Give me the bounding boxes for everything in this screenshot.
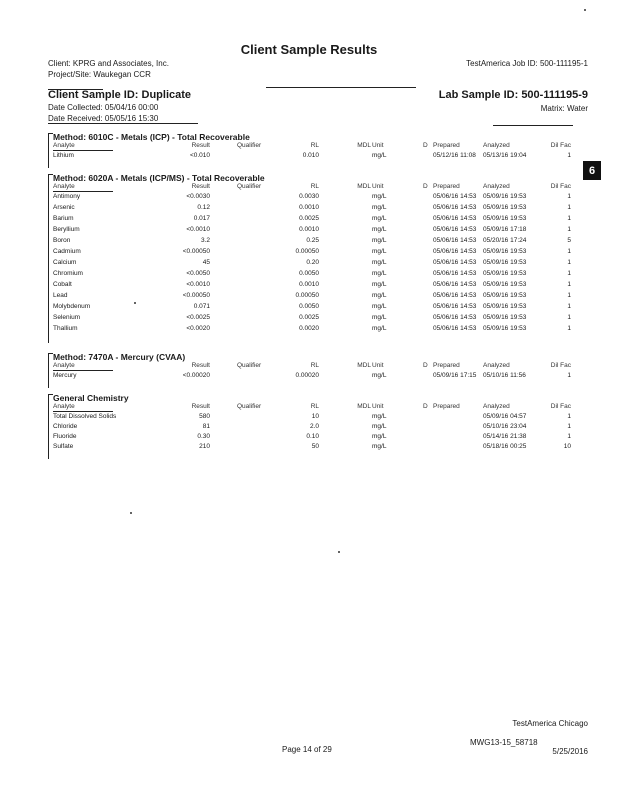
cell-unit: mg/L	[372, 423, 387, 430]
header-underline	[53, 370, 113, 371]
cell-result: 0.30	[197, 433, 210, 440]
cell-rl: 0.0010	[299, 226, 319, 233]
cell-unit: mg/L	[372, 152, 387, 159]
table-row	[53, 423, 581, 433]
cell-result: 210	[199, 443, 210, 450]
cell-analyte: Fluoride	[53, 433, 77, 440]
cell-rl: 0.10	[306, 433, 319, 440]
cell-result: <0.00020	[182, 372, 210, 379]
cell-result: <0.0020	[186, 325, 210, 332]
column-header-dil: Dil Fac	[550, 183, 571, 190]
table-row	[53, 226, 581, 236]
table-row	[53, 259, 581, 269]
cell-dil: 1	[567, 292, 571, 299]
cell-unit: mg/L	[372, 413, 387, 420]
table-row	[53, 413, 581, 423]
cell-analyzed: 05/09/16 19:53	[483, 314, 527, 321]
cell-analyte: Beryllium	[53, 226, 80, 233]
table-row	[53, 325, 581, 335]
cell-unit: mg/L	[372, 433, 387, 440]
cell-rl: 0.25	[306, 237, 319, 244]
cell-result: <0.00050	[182, 292, 210, 299]
scan-speck	[584, 9, 586, 11]
cell-unit: mg/L	[372, 215, 387, 222]
cell-dil: 1	[567, 303, 571, 310]
header-underline	[53, 411, 113, 412]
cell-unit: mg/L	[372, 237, 387, 244]
cell-dil: 1	[567, 248, 571, 255]
header-underline	[53, 150, 113, 151]
cell-unit: mg/L	[372, 270, 387, 277]
cell-analyte: Cobalt	[53, 281, 72, 288]
cell-analyte: Selenium	[53, 314, 81, 321]
cell-dil: 1	[567, 152, 571, 159]
cell-analyte: Lithium	[53, 152, 74, 159]
table-row	[53, 270, 581, 280]
cell-dil: 1	[567, 259, 571, 266]
column-header-rl: RL	[310, 362, 319, 369]
job-id: TestAmerica Job ID: 500-111195-1	[466, 59, 588, 68]
cell-prepared: 05/06/16 14:53	[433, 292, 477, 299]
cell-analyte: Boron	[53, 237, 71, 244]
cell-analyzed: 05/20/16 17:24	[483, 237, 527, 244]
cell-unit: mg/L	[372, 303, 387, 310]
cell-analyte: Antimony	[53, 193, 81, 200]
cell-analyte: Arsenic	[53, 204, 75, 211]
cell-rl: 10	[311, 413, 319, 420]
column-header-prepared: Prepared	[433, 362, 460, 369]
cell-analyte: Calcium	[53, 259, 77, 266]
table-row	[53, 248, 581, 258]
cell-analyzed: 05/09/16 19:53	[483, 325, 527, 332]
cell-result: <0.0025	[186, 314, 210, 321]
lab-sample-id: Lab Sample ID: 500-111195-9	[438, 89, 588, 101]
tab-number-badge: 6	[583, 161, 601, 180]
cell-prepared: 05/06/16 14:53	[433, 204, 477, 211]
column-header-analyzed: Analyzed	[483, 142, 510, 149]
cell-analyte: Molybdenum	[53, 303, 91, 310]
method-title: Method: 6010C - Metals (ICP) - Total Recoverable	[53, 132, 250, 142]
cell-rl: 0.0025	[299, 215, 319, 222]
cell-rl: 0.20	[306, 259, 319, 266]
cell-rl: 0.00050	[295, 292, 319, 299]
cell-rl: 0.00020	[295, 372, 319, 379]
cell-analyte: Chloride	[53, 423, 78, 430]
column-header-rl: RL	[310, 142, 319, 149]
cell-analyzed: 05/09/16 19:53	[483, 281, 527, 288]
column-header-row	[53, 183, 581, 193]
matrix: Matrix: Water	[540, 104, 588, 113]
cell-prepared: 05/06/16 14:53	[433, 303, 477, 310]
column-header-prepared: Prepared	[433, 183, 460, 190]
column-header-prepared: Prepared	[433, 403, 460, 410]
column-header-mdl: MDL	[357, 403, 371, 410]
cell-rl: 0.0010	[299, 281, 319, 288]
cell-analyzed: 05/13/16 19:04	[483, 152, 527, 159]
cell-result: 0.071	[193, 303, 210, 310]
cell-analyzed: 05/09/16 19:53	[483, 303, 527, 310]
column-header-d: D	[423, 142, 428, 149]
column-header-mdl: MDL	[357, 362, 371, 369]
cell-analyte: Barium	[53, 215, 74, 222]
footer-date: 5/25/2016	[552, 747, 588, 756]
table-row	[53, 372, 581, 382]
column-header-unit: Unit	[372, 403, 384, 410]
cell-analyzed: 05/14/16 21:38	[483, 433, 527, 440]
client-sample-id: Client Sample ID: Duplicate	[48, 89, 192, 101]
table-row	[53, 303, 581, 313]
cell-prepared: 05/12/16 11:08	[433, 152, 476, 159]
cell-dil: 1	[567, 270, 571, 277]
table-row	[53, 281, 581, 291]
cell-rl: 0.0010	[299, 204, 319, 211]
cell-rl: 50	[311, 443, 319, 450]
cell-analyzed: 05/09/16 19:53	[483, 193, 527, 200]
cell-rl: 0.0050	[299, 303, 319, 310]
cell-analyte: Mercury	[53, 372, 77, 379]
cell-analyte: Thallium	[53, 325, 78, 332]
cell-unit: mg/L	[372, 443, 387, 450]
cell-analyzed: 05/10/16 11:56	[483, 372, 526, 379]
cell-prepared: 05/06/16 14:53	[433, 325, 477, 332]
method-title: General Chemistry	[53, 393, 129, 403]
cell-prepared: 05/09/16 17:15	[433, 372, 477, 379]
header-rule	[266, 87, 416, 88]
column-header-analyte: Analyte	[53, 142, 75, 149]
column-header-rl: RL	[310, 403, 319, 410]
cell-unit: mg/L	[372, 226, 387, 233]
cell-analyte: Chromium	[53, 270, 83, 277]
cell-result: 81	[202, 423, 210, 430]
cell-dil: 5	[567, 237, 571, 244]
cell-result: <0.0030	[186, 193, 210, 200]
column-header-prepared: Prepared	[433, 142, 460, 149]
column-header-result: Result	[191, 142, 210, 149]
cell-dil: 1	[567, 325, 571, 332]
cell-prepared: 05/06/16 14:53	[433, 270, 477, 277]
cell-dil: 1	[567, 281, 571, 288]
cell-result: <0.00050	[182, 248, 210, 255]
cell-unit: mg/L	[372, 372, 387, 379]
date-collected: Date Collected: 05/04/16 00:00	[48, 103, 159, 112]
cell-analyzed: 05/10/16 23:04	[483, 423, 527, 430]
column-header-qualifier: Qualifier	[237, 403, 262, 410]
cell-unit: mg/L	[372, 204, 387, 211]
cell-prepared: 05/06/16 14:53	[433, 237, 477, 244]
column-header-analyte: Analyte	[53, 403, 75, 410]
cell-dil: 1	[567, 215, 571, 222]
cell-prepared: 05/06/16 14:53	[433, 215, 477, 222]
cell-unit: mg/L	[372, 248, 387, 255]
cell-dil: 1	[567, 193, 571, 200]
method-title: Method: 6020A - Metals (ICP/MS) - Total Recoverable	[53, 173, 265, 183]
header-underline	[53, 191, 113, 192]
cell-rl: 0.0030	[299, 193, 319, 200]
cell-unit: mg/L	[372, 292, 387, 299]
cell-analyzed: 05/09/16 19:53	[483, 248, 527, 255]
column-header-qualifier: Qualifier	[237, 183, 262, 190]
scan-speck	[130, 512, 132, 514]
table-row	[53, 237, 581, 247]
cell-rl: 0.0020	[299, 325, 319, 332]
cell-analyzed: 05/18/16 00:25	[483, 443, 527, 450]
footer-company: TestAmerica Chicago	[512, 719, 588, 728]
cell-rl: 0.0025	[299, 314, 319, 321]
table-row	[53, 204, 581, 214]
cell-analyte: Cadmium	[53, 248, 81, 255]
column-header-unit: Unit	[372, 183, 384, 190]
cell-prepared: 05/06/16 14:53	[433, 281, 477, 288]
column-header-qualifier: Qualifier	[237, 362, 262, 369]
cell-unit: mg/L	[372, 314, 387, 321]
table-row	[53, 292, 581, 302]
column-header-mdl: MDL	[357, 142, 371, 149]
cell-result: <0.010	[189, 152, 210, 159]
cell-dil: 1	[567, 372, 571, 379]
table-row	[53, 193, 581, 203]
matrix-rule	[493, 125, 573, 126]
cell-analyzed: 05/09/16 19:53	[483, 259, 527, 266]
cell-prepared: 05/06/16 14:53	[433, 226, 477, 233]
cell-analyzed: 05/09/16 19:53	[483, 292, 527, 299]
cell-dil: 1	[567, 204, 571, 211]
column-header-rl: RL	[310, 183, 319, 190]
cell-rl: 2.0	[309, 423, 319, 430]
column-header-row	[53, 362, 581, 372]
column-header-d: D	[423, 403, 428, 410]
date-rule	[48, 123, 198, 124]
scan-speck	[338, 551, 340, 553]
cell-unit: mg/L	[372, 281, 387, 288]
column-header-analyte: Analyte	[53, 183, 75, 190]
cell-analyte: Sulfate	[53, 443, 74, 450]
column-header-result: Result	[191, 183, 210, 190]
cell-result: 0.017	[193, 215, 210, 222]
column-header-dil: Dil Fac	[550, 403, 571, 410]
column-header-analyzed: Analyzed	[483, 403, 510, 410]
column-header-row	[53, 142, 581, 152]
client-name: Client: KPRG and Associates, Inc.	[48, 59, 169, 68]
cell-rl: 0.0050	[299, 270, 319, 277]
cell-analyzed: 05/09/16 19:53	[483, 215, 527, 222]
column-header-mdl: MDL	[357, 183, 371, 190]
cell-dil: 1	[567, 226, 571, 233]
cell-dil: 1	[567, 413, 571, 420]
cell-dil: 1	[567, 314, 571, 321]
table-row	[53, 215, 581, 225]
column-header-d: D	[423, 183, 428, 190]
column-header-unit: Unit	[372, 362, 384, 369]
cell-dil: 10	[563, 443, 571, 450]
cell-result: <0.0010	[186, 281, 210, 288]
cell-unit: mg/L	[372, 259, 387, 266]
column-header-analyzed: Analyzed	[483, 183, 510, 190]
date-received: Date Received: 05/05/16 15:30	[48, 114, 159, 123]
cell-analyzed: 05/09/16 19:53	[483, 270, 527, 277]
page-title: Client Sample Results	[240, 42, 378, 57]
cell-prepared: 05/06/16 14:53	[433, 193, 477, 200]
table-row	[53, 152, 581, 162]
cell-result: 580	[199, 413, 210, 420]
cell-dil: 1	[567, 423, 571, 430]
cell-analyzed: 05/09/16 19:53	[483, 204, 527, 211]
cell-unit: mg/L	[372, 193, 387, 200]
cell-rl: 0.010	[302, 152, 319, 159]
table-row	[53, 443, 581, 453]
column-header-result: Result	[191, 403, 210, 410]
cell-analyzed: 05/09/16 04:57	[483, 413, 527, 420]
footer-page-number: Page 14 of 29	[282, 745, 332, 754]
cell-result: 3.2	[200, 237, 210, 244]
cell-result: 45	[202, 259, 210, 266]
method-title: Method: 7470A - Mercury (CVAA)	[53, 352, 186, 362]
cell-analyte: Total Dissolved Solids	[53, 413, 117, 420]
table-row	[53, 433, 581, 443]
column-header-d: D	[423, 362, 428, 369]
column-header-dil: Dil Fac	[550, 362, 571, 369]
cell-prepared: 05/06/16 14:53	[433, 248, 477, 255]
column-header-qualifier: Qualifier	[237, 142, 262, 149]
column-header-row	[53, 403, 581, 413]
project-site: Project/Site: Waukegan CCR	[48, 70, 151, 79]
table-row	[53, 314, 581, 324]
column-header-result: Result	[191, 362, 210, 369]
cell-analyte: Lead	[53, 292, 68, 299]
cell-analyzed: 05/09/16 17:18	[483, 226, 527, 233]
column-header-dil: Dil Fac	[550, 142, 571, 149]
column-header-unit: Unit	[372, 142, 384, 149]
cell-dil: 1	[567, 433, 571, 440]
cell-prepared: 05/06/16 14:53	[433, 314, 477, 321]
scan-speck	[134, 302, 136, 304]
cell-result: <0.0010	[186, 226, 210, 233]
footer-doc-id: MWG13-15_58718	[470, 738, 538, 747]
cell-result: <0.0050	[186, 270, 210, 277]
cell-unit: mg/L	[372, 325, 387, 332]
cell-result: 0.12	[197, 204, 210, 211]
column-header-analyte: Analyte	[53, 362, 75, 369]
column-header-analyzed: Analyzed	[483, 362, 510, 369]
cell-prepared: 05/06/16 14:53	[433, 259, 477, 266]
cell-rl: 0.00050	[295, 248, 319, 255]
